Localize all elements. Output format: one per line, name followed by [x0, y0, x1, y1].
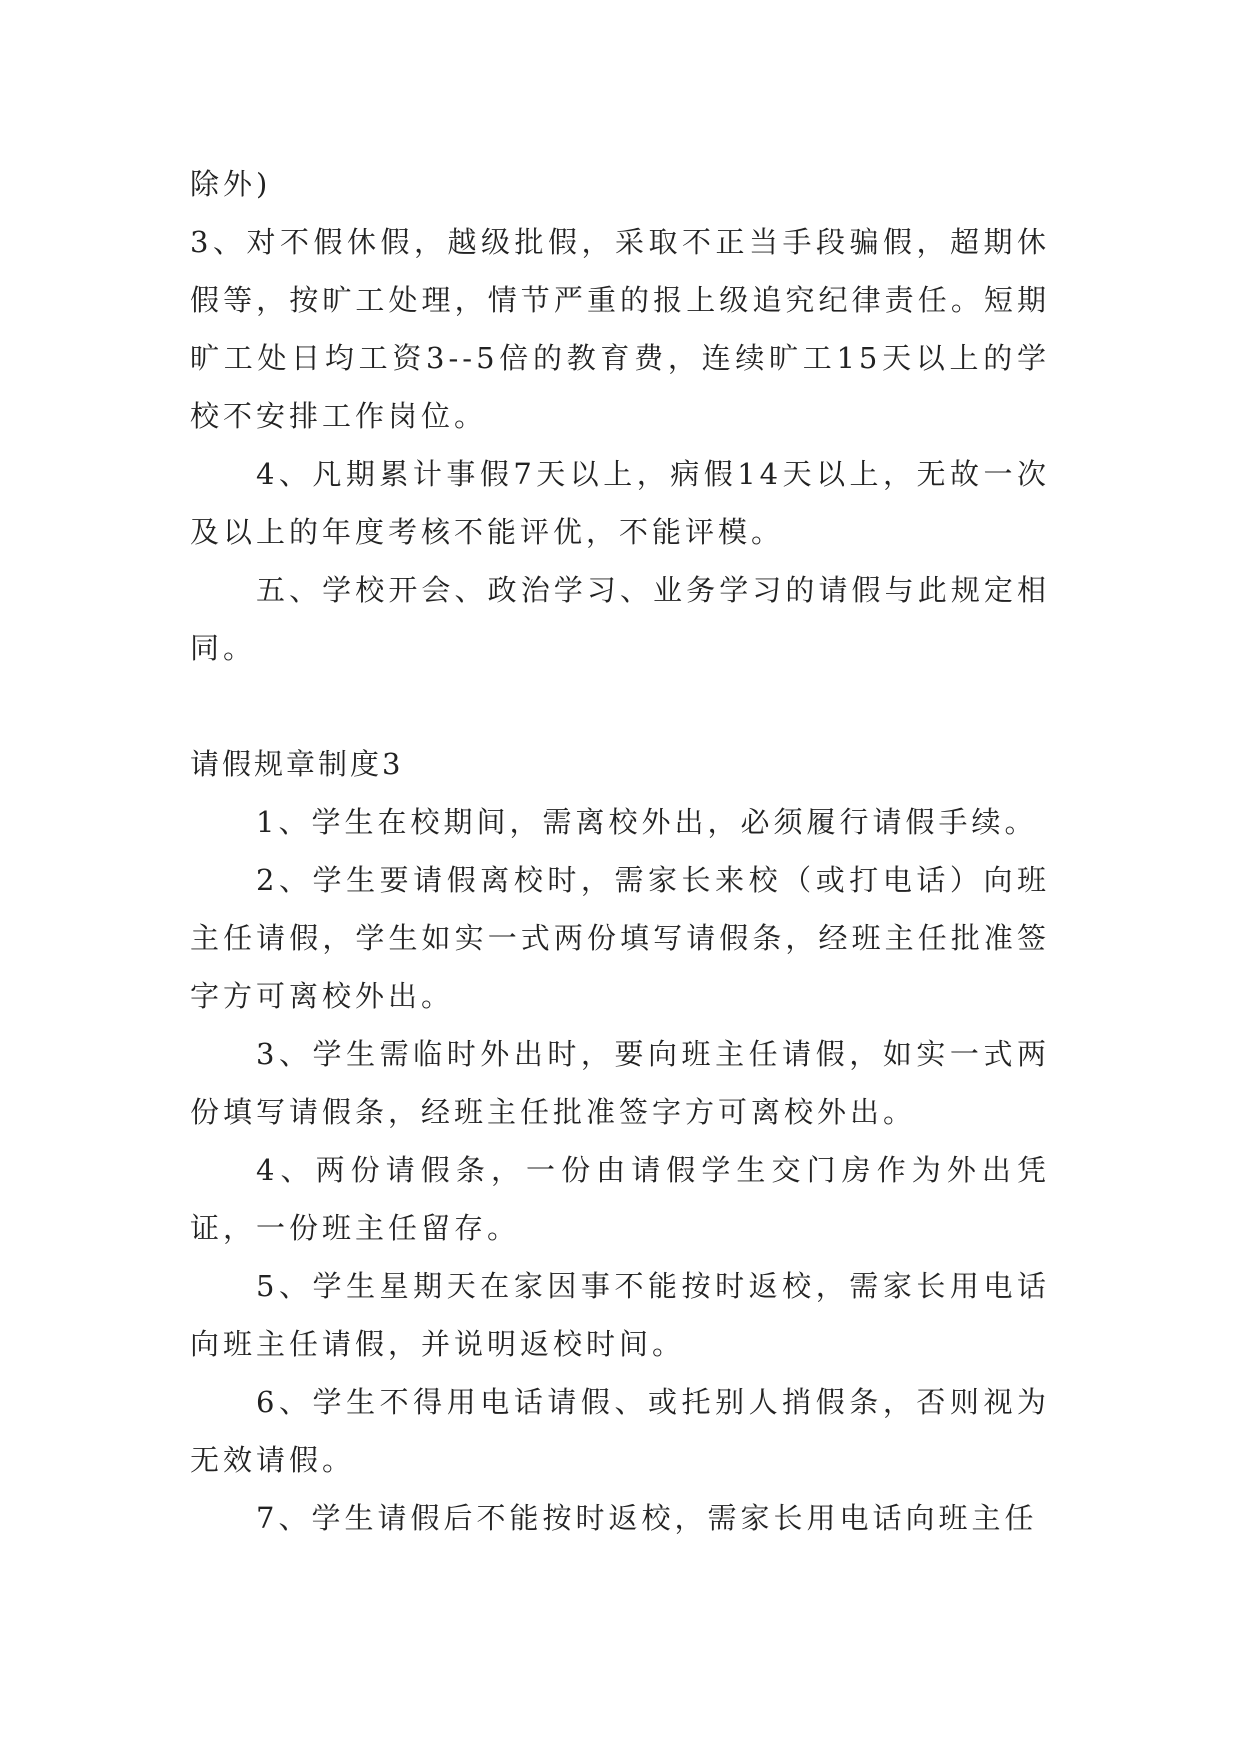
- document-body: [190, 155, 1050, 1547]
- paragraph-student-rule-3: 3、学生需临时外出时，要向班主任请假，如实一式两份填写请假条，经班主任批准签字方可离校外出。: [190, 1037, 1050, 1129]
- paragraph-rule-4: 4、凡期累计事假7天以上，病假14天以上，无故一次及以上的年度考核不能评优，不能评模。: [190, 457, 1050, 549]
- paragraph-student-rule-2: 2、学生要请假离校时，需家长来校（或打电话）向班主任请假，学生如实一式两份填写请假条，经班主任批准签字方可离校外出。: [190, 863, 1050, 1013]
- paragraph-student-rule-6: 6、学生不得用电话请假、或托别人捎假条，否则视为无效请假。: [190, 1385, 1050, 1477]
- paragraph-student-rule-5: 5、学生星期天在家因事不能按时返校，需家长用电话向班主任请假，并说明返校时间。: [190, 1269, 1050, 1361]
- paragraph-student-rule-7: 7、学生请假后不能按时返校，需家长用电话向班主任: [256, 1501, 1038, 1535]
- paragraph-student-rule-4: 4、两份请假条，一份由请假学生交门房作为外出凭证，一份班主任留存。: [190, 1153, 1050, 1245]
- paragraph-student-rule-1: 1、学生在校期间，需离校外出，必须履行请假手续。: [256, 805, 1038, 839]
- paragraph-rule-3: 3、对不假休假，越级批假，采取不正当手段骗假，超期休假等，按旷工处理，情节严重的报上级追究纪律责任。短期旷工处日均工资3--5倍的教育费，连续旷工15天以上的学校不安排工作岗位。: [190, 225, 1050, 433]
- section-title: 请假规章制度3: [190, 747, 404, 781]
- paragraph-section-5: 五、学校开会、政治学习、业务学习的请假与此规定相同。: [190, 573, 1050, 665]
- paragraph-continuation: 除外): [190, 167, 272, 201]
